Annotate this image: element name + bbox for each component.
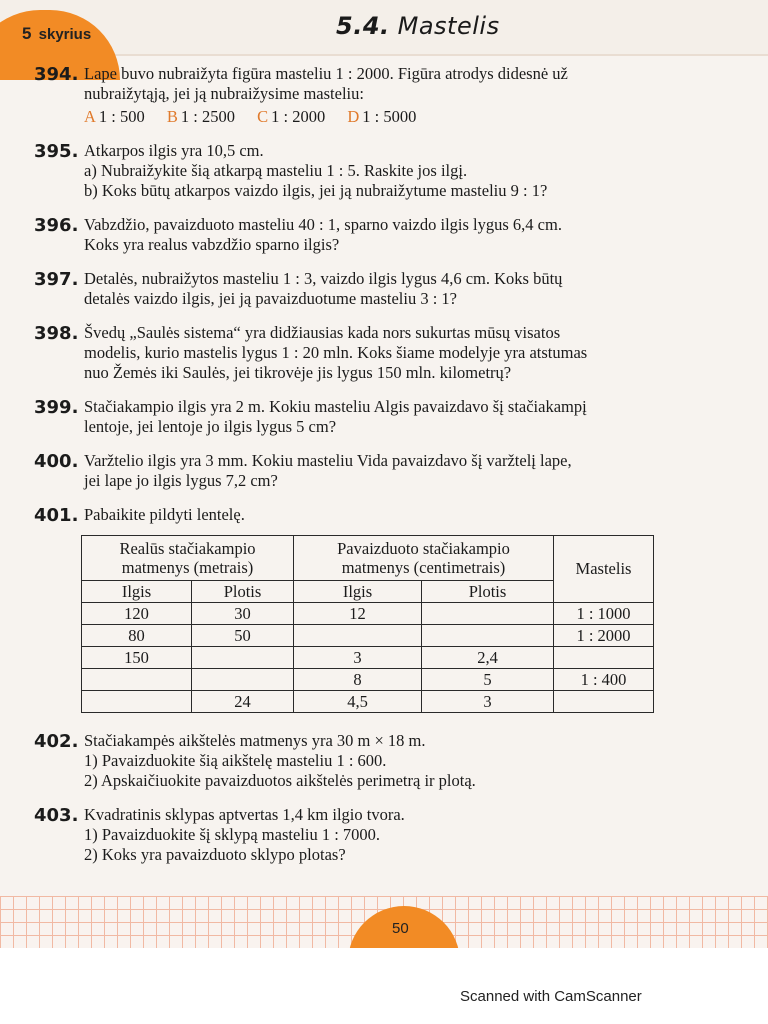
problem-402 (34, 731, 762, 791)
table-group-header: Pavaizduoto stačiakampio matmenys (centimetrais) (294, 536, 554, 581)
section-number: 5.4. (336, 12, 390, 40)
table-sub-header: Plotis (422, 581, 554, 603)
table-cell (294, 625, 422, 647)
table-sub-header: Ilgis (294, 581, 422, 603)
problem-line: 2) Apskaičiuokite pavaizduotos aikštelės perimetrą ir plotą. (84, 771, 476, 790)
table-cell (422, 625, 554, 647)
problem-line: detalės vaizdo ilgis, jei ją pavaizduotume masteliu 3 : 1? (84, 289, 457, 308)
problem-396 (34, 215, 762, 255)
table-cell: 30 (192, 603, 294, 625)
problem-394 (34, 64, 762, 127)
problem-397 (34, 269, 762, 309)
table-cell: 120 (82, 603, 192, 625)
table-cell: 12 (294, 603, 422, 625)
problem-line: 1) Pavaizduokite šį sklypą masteliu 1 : 7000. (84, 825, 381, 844)
problem-line: Pabaikite pildyti lentelę. (84, 505, 245, 524)
table-row (82, 603, 654, 625)
problem-line: Atkarpos ilgis yra 10,5 cm. (84, 141, 264, 160)
scan-margin (0, 948, 768, 1024)
table-row (82, 647, 654, 669)
table-cell (82, 691, 192, 713)
problem-line: b) Koks būtų atkarpos vaizdo ilgis, jei ją nubraižytume masteliu 9 : 1? (84, 181, 548, 200)
problem-395 (34, 141, 762, 201)
table-cell: 2,4 (422, 647, 554, 669)
table-cell (554, 691, 654, 713)
option-d: D 1 : 5000 (347, 107, 417, 126)
option-a: A 1 : 500 (84, 107, 145, 126)
problem-line: a) Nubraižykite šią atkarpą masteliu 1 : 5. Raskite jos ilgį. (84, 161, 468, 180)
table-cell (554, 647, 654, 669)
problem-line: Kvadratinis sklypas aptvertas 1,4 km ilgio tvora. (84, 805, 405, 824)
table-cell: 5 (422, 669, 554, 691)
problem-401 (34, 505, 762, 713)
problem-399 (34, 397, 762, 437)
table-cell: 1 : 2000 (554, 625, 654, 647)
problem-line: modelis, kurio mastelis lygus 1 : 20 mln. Koks šiame modelyje yra atstumas (84, 343, 588, 362)
table-cell: 24 (192, 691, 294, 713)
chapter-number: 5 (22, 24, 32, 43)
problem-number: 401. (34, 505, 79, 526)
section-name: Mastelis (397, 12, 500, 40)
table-cell: 1 : 1000 (554, 603, 654, 625)
problem-number: 395. (34, 141, 79, 162)
problem-400 (34, 451, 762, 491)
problem-line: jei lape jo ilgis lygus 7,2 cm? (84, 471, 278, 490)
table-cell (422, 603, 554, 625)
scale-table (81, 535, 654, 713)
problem-line: lentoje, jei lentoje jo ilgis lygus 5 cm? (84, 417, 337, 436)
table-cell (82, 669, 192, 691)
problem-line: Varžtelio ilgis yra 3 mm. Kokiu masteliu Vida pavaizdavo šį varžtelį lape, (84, 451, 572, 470)
chapter-label (22, 24, 91, 44)
problem-line: nubraižytąją, jei ją nubraižysime masteliu: (84, 84, 364, 103)
problem-number: 402. (34, 731, 79, 752)
problem-line: nuo Žemės iki Saulės, jei tikrovėje jis lygus 150 mln. kilometrų? (84, 363, 512, 382)
table-scale-header: Mastelis (554, 536, 654, 603)
table-cell: 80 (82, 625, 192, 647)
scanner-watermark: Scanned with CamScanner (460, 988, 642, 1005)
table-cell: 4,5 (294, 691, 422, 713)
problem-line: 1) Pavaizduokite šią aikštelę masteliu 1 : 600. (84, 751, 387, 770)
option-b: B 1 : 2500 (166, 107, 235, 126)
problem-line: Stačiakampio ilgis yra 2 m. Kokiu masteliu Algis pavaizdavo šį stačiakampį (84, 397, 587, 416)
table-sub-header: Ilgis (82, 581, 192, 603)
option-c: C 1 : 2000 (257, 107, 326, 126)
problem-line: Koks yra realus vabzdžio sparno ilgis? (84, 235, 340, 254)
table-cell: 3 (422, 691, 554, 713)
page-header (0, 0, 768, 56)
table-row (82, 669, 654, 691)
problem-line: Detalės, nubraižytos masteliu 1 : 3, vaizdo ilgis lygus 4,6 cm. Koks būtų (84, 269, 563, 288)
problem-398 (34, 323, 762, 383)
problem-line: Vabzdžio, pavaizduoto masteliu 40 : 1, sparno vaizdo ilgis lygus 6,4 cm. (84, 215, 562, 234)
table-row (82, 625, 654, 647)
problem-number: 400. (34, 451, 79, 472)
table-sub-header: Plotis (192, 581, 294, 603)
table-cell (192, 647, 294, 669)
section-title (336, 12, 500, 40)
problem-number: 397. (34, 269, 79, 290)
page-number: 50 (392, 920, 409, 937)
problem-line: Švedų „Saulės sistema“ yra didžiausias kada nors sukurtas mūsų visatos (84, 323, 561, 342)
table-cell: 3 (294, 647, 422, 669)
table-cell: 1 : 400 (554, 669, 654, 691)
table-row (82, 691, 654, 713)
problem-number: 399. (34, 397, 79, 418)
problems-content (34, 64, 762, 879)
table-cell: 8 (294, 669, 422, 691)
chapter-word: skyrius (38, 26, 92, 43)
table-group-header: Realūs stačiakampio matmenys (metrais) (82, 536, 294, 581)
answer-options (84, 107, 762, 127)
problem-number: 398. (34, 323, 79, 344)
problem-line: 2) Koks yra pavaizduoto sklypo plotas? (84, 845, 346, 864)
problem-number: 394. (34, 64, 79, 85)
table-cell: 50 (192, 625, 294, 647)
problem-number: 396. (34, 215, 79, 236)
problem-403 (34, 805, 762, 865)
problem-number: 403. (34, 805, 79, 826)
problem-line: Stačiakampės aikštelės matmenys yra 30 m × 18 m. (84, 731, 426, 750)
table-cell (192, 669, 294, 691)
problem-line: Lape buvo nubraižyta figūra masteliu 1 : 2000. Figūra atrodys didesnė už (84, 64, 568, 83)
table-cell: 150 (82, 647, 192, 669)
